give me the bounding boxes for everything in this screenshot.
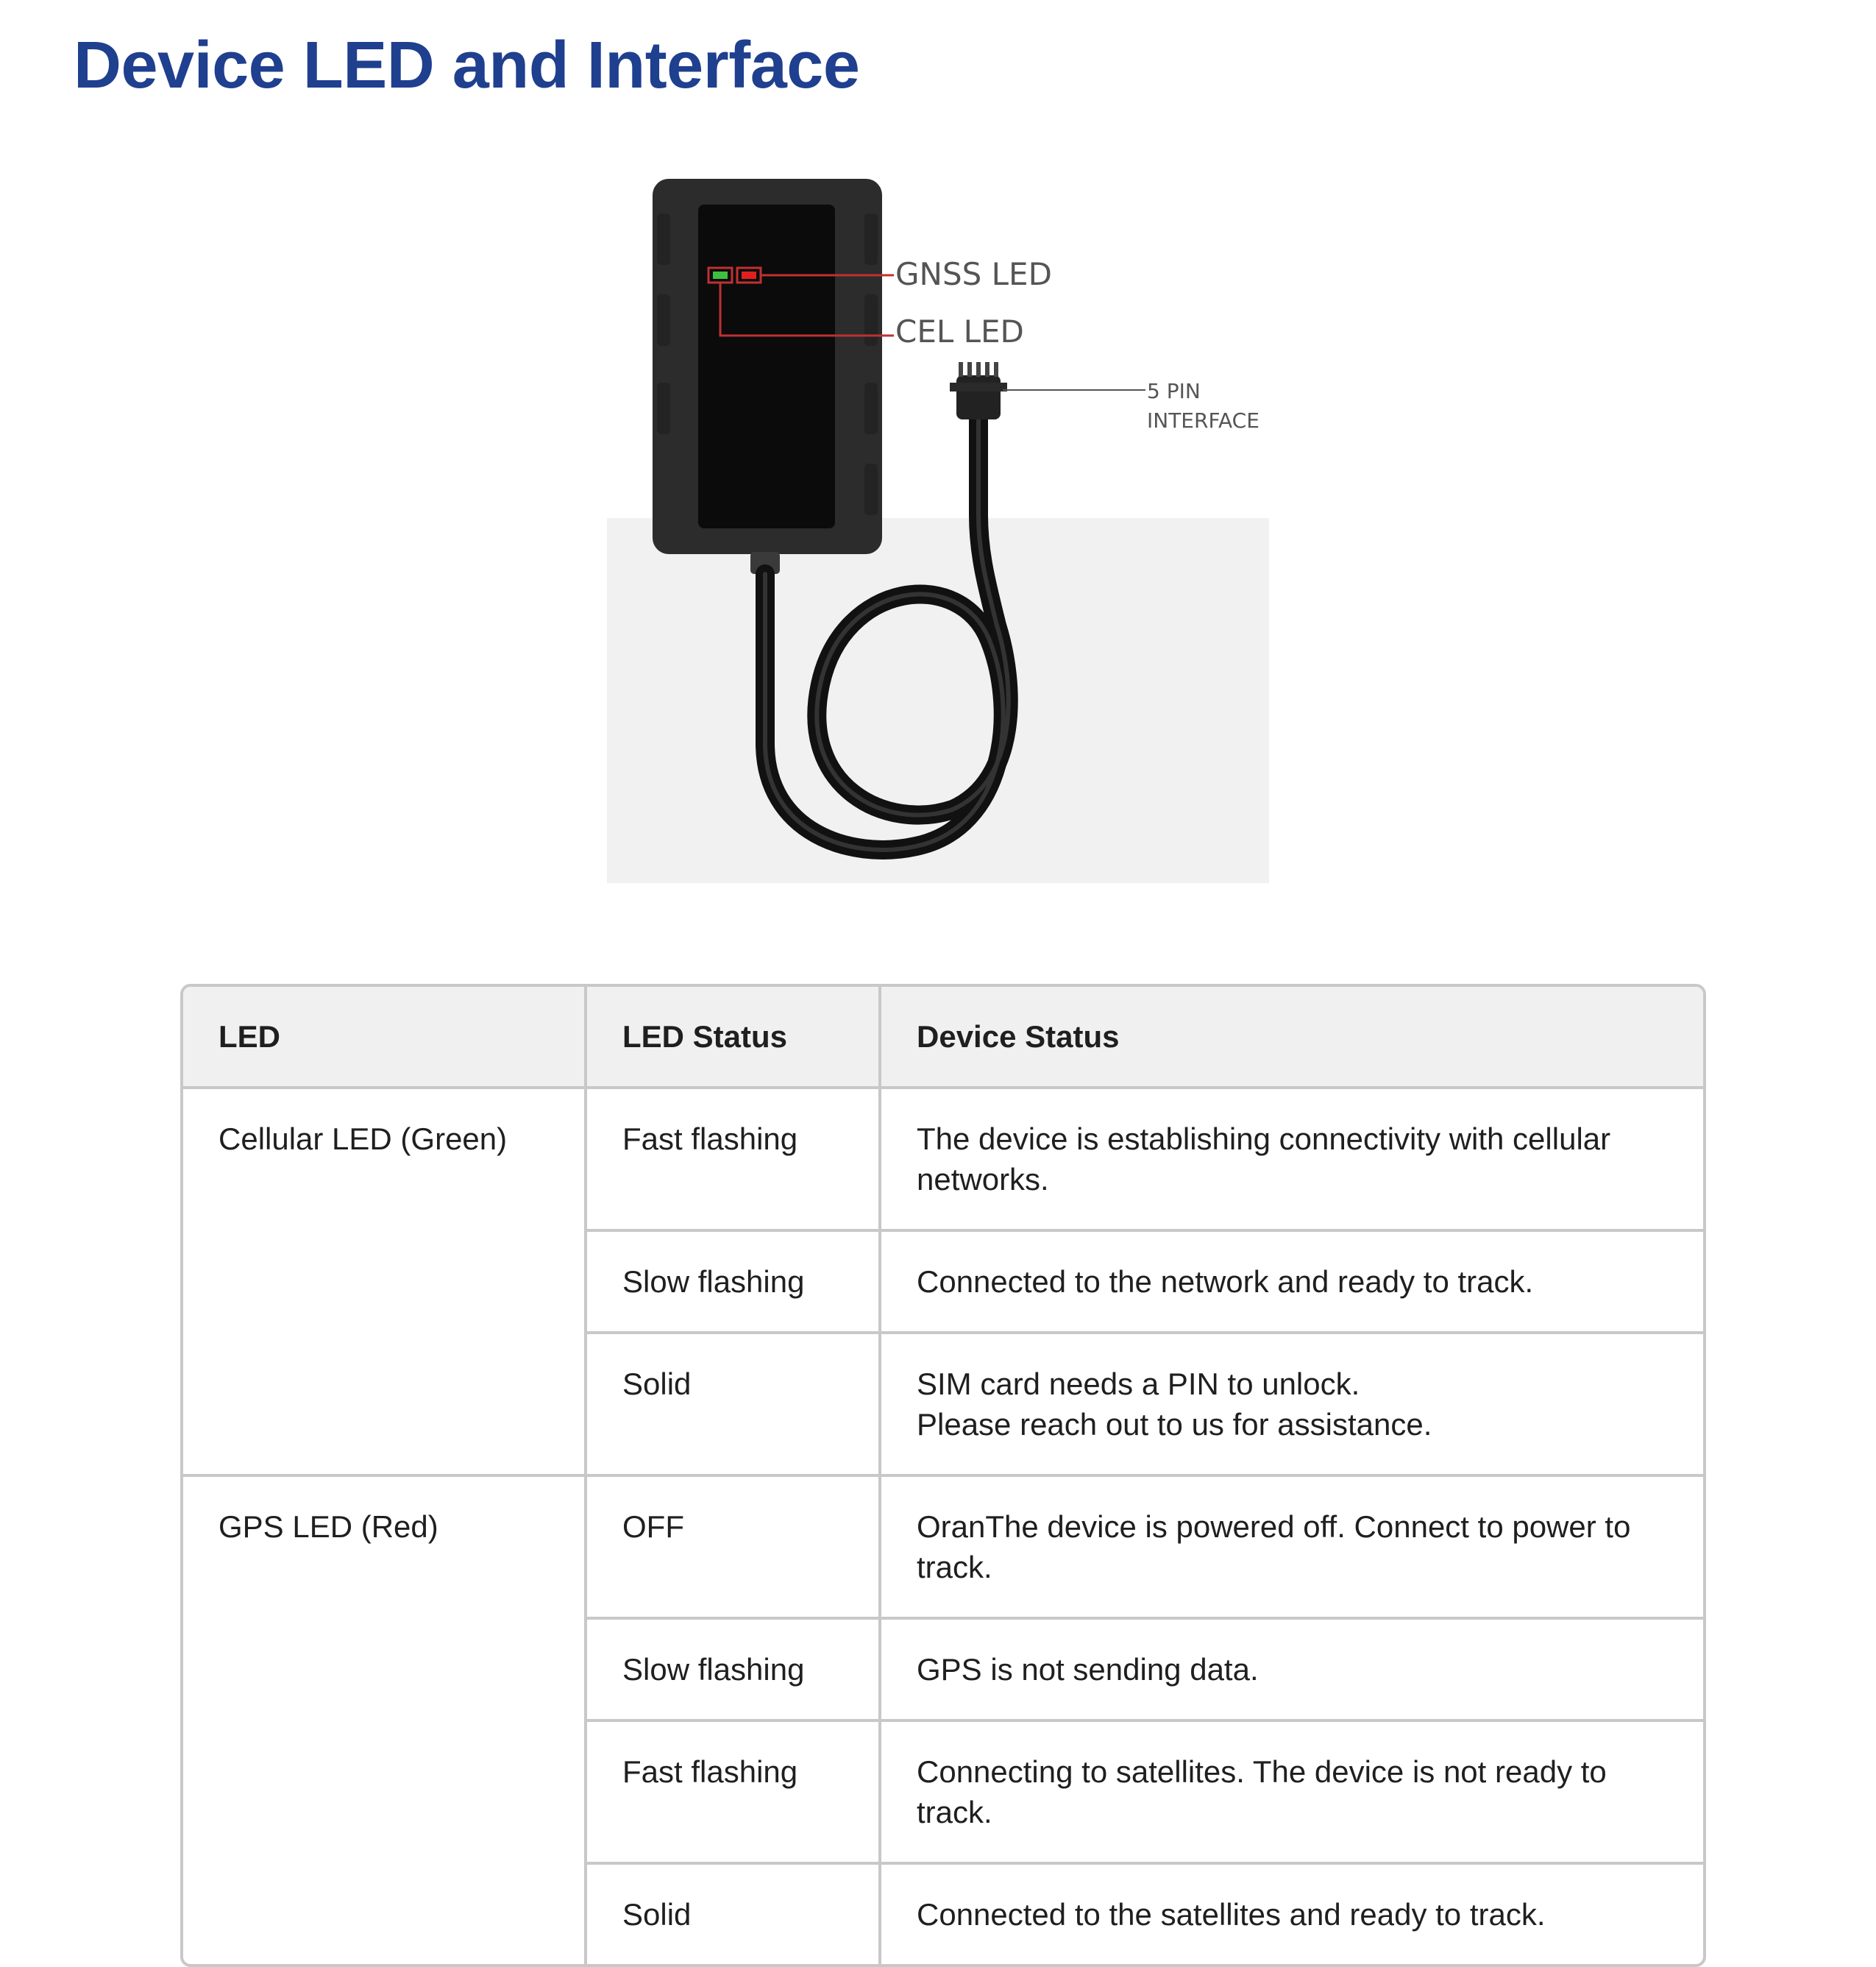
pin-interface-callout [1147, 377, 1259, 436]
gnss-led-callout: GNSS LED [895, 256, 1052, 292]
red-led-icon [742, 272, 756, 279]
led-status-cell: Fast flashing [587, 1089, 881, 1232]
led-status-cell: Fast flashing [587, 1722, 881, 1865]
header-led-status: LED Status [587, 987, 881, 1089]
led-name-cell: GPS LED (Red) [183, 1477, 587, 1964]
led-status-table [180, 984, 1706, 1967]
device-status-line: Please reach out to us for assistance. [917, 1407, 1432, 1442]
tracker-face [698, 205, 835, 528]
led-status-cell: Slow flashing [587, 1620, 881, 1722]
led-status-cell: Solid [587, 1865, 881, 1964]
device-status-cell: GPS is not sending data. [881, 1620, 1703, 1722]
figure-background [607, 518, 1269, 883]
led-status-cell: Solid [587, 1334, 881, 1477]
green-led-icon [713, 272, 728, 279]
device-status-line: SIM card needs a PIN to unlock. [917, 1367, 1360, 1401]
table-header-row [183, 987, 1703, 1089]
device-status-cell: Connecting to satellites. The device is not ready to track. [881, 1722, 1703, 1865]
connector-icon [956, 375, 1001, 419]
header-device-status: Device Status [881, 987, 1703, 1089]
led-name-cell: Cellular LED (Green) [183, 1089, 587, 1477]
page-title: Device LED and Interface [74, 29, 860, 102]
cel-led-callout: CEL LED [895, 313, 1024, 350]
table-row [183, 1089, 1703, 1232]
device-status-cell [881, 1334, 1703, 1477]
device-status-cell: The device is establishing connectivity with cellular networks. [881, 1089, 1703, 1232]
device-status-cell: Connected to the network and ready to track. [881, 1232, 1703, 1334]
device-status-cell: Connected to the satellites and ready to track. [917, 1897, 1546, 1932]
device-status-cell: OranThe device is powered off. Connect to power to track. [881, 1477, 1703, 1620]
header-led: LED [183, 987, 587, 1089]
table-row [183, 1477, 1703, 1620]
device-figure [607, 169, 1269, 883]
led-status-cell: OFF [587, 1477, 881, 1620]
pin-callout-line1: 5 PIN [1147, 379, 1201, 403]
led-status-cell: Slow flashing [587, 1232, 881, 1334]
pin-callout-line2: INTERFACE [1147, 408, 1259, 433]
